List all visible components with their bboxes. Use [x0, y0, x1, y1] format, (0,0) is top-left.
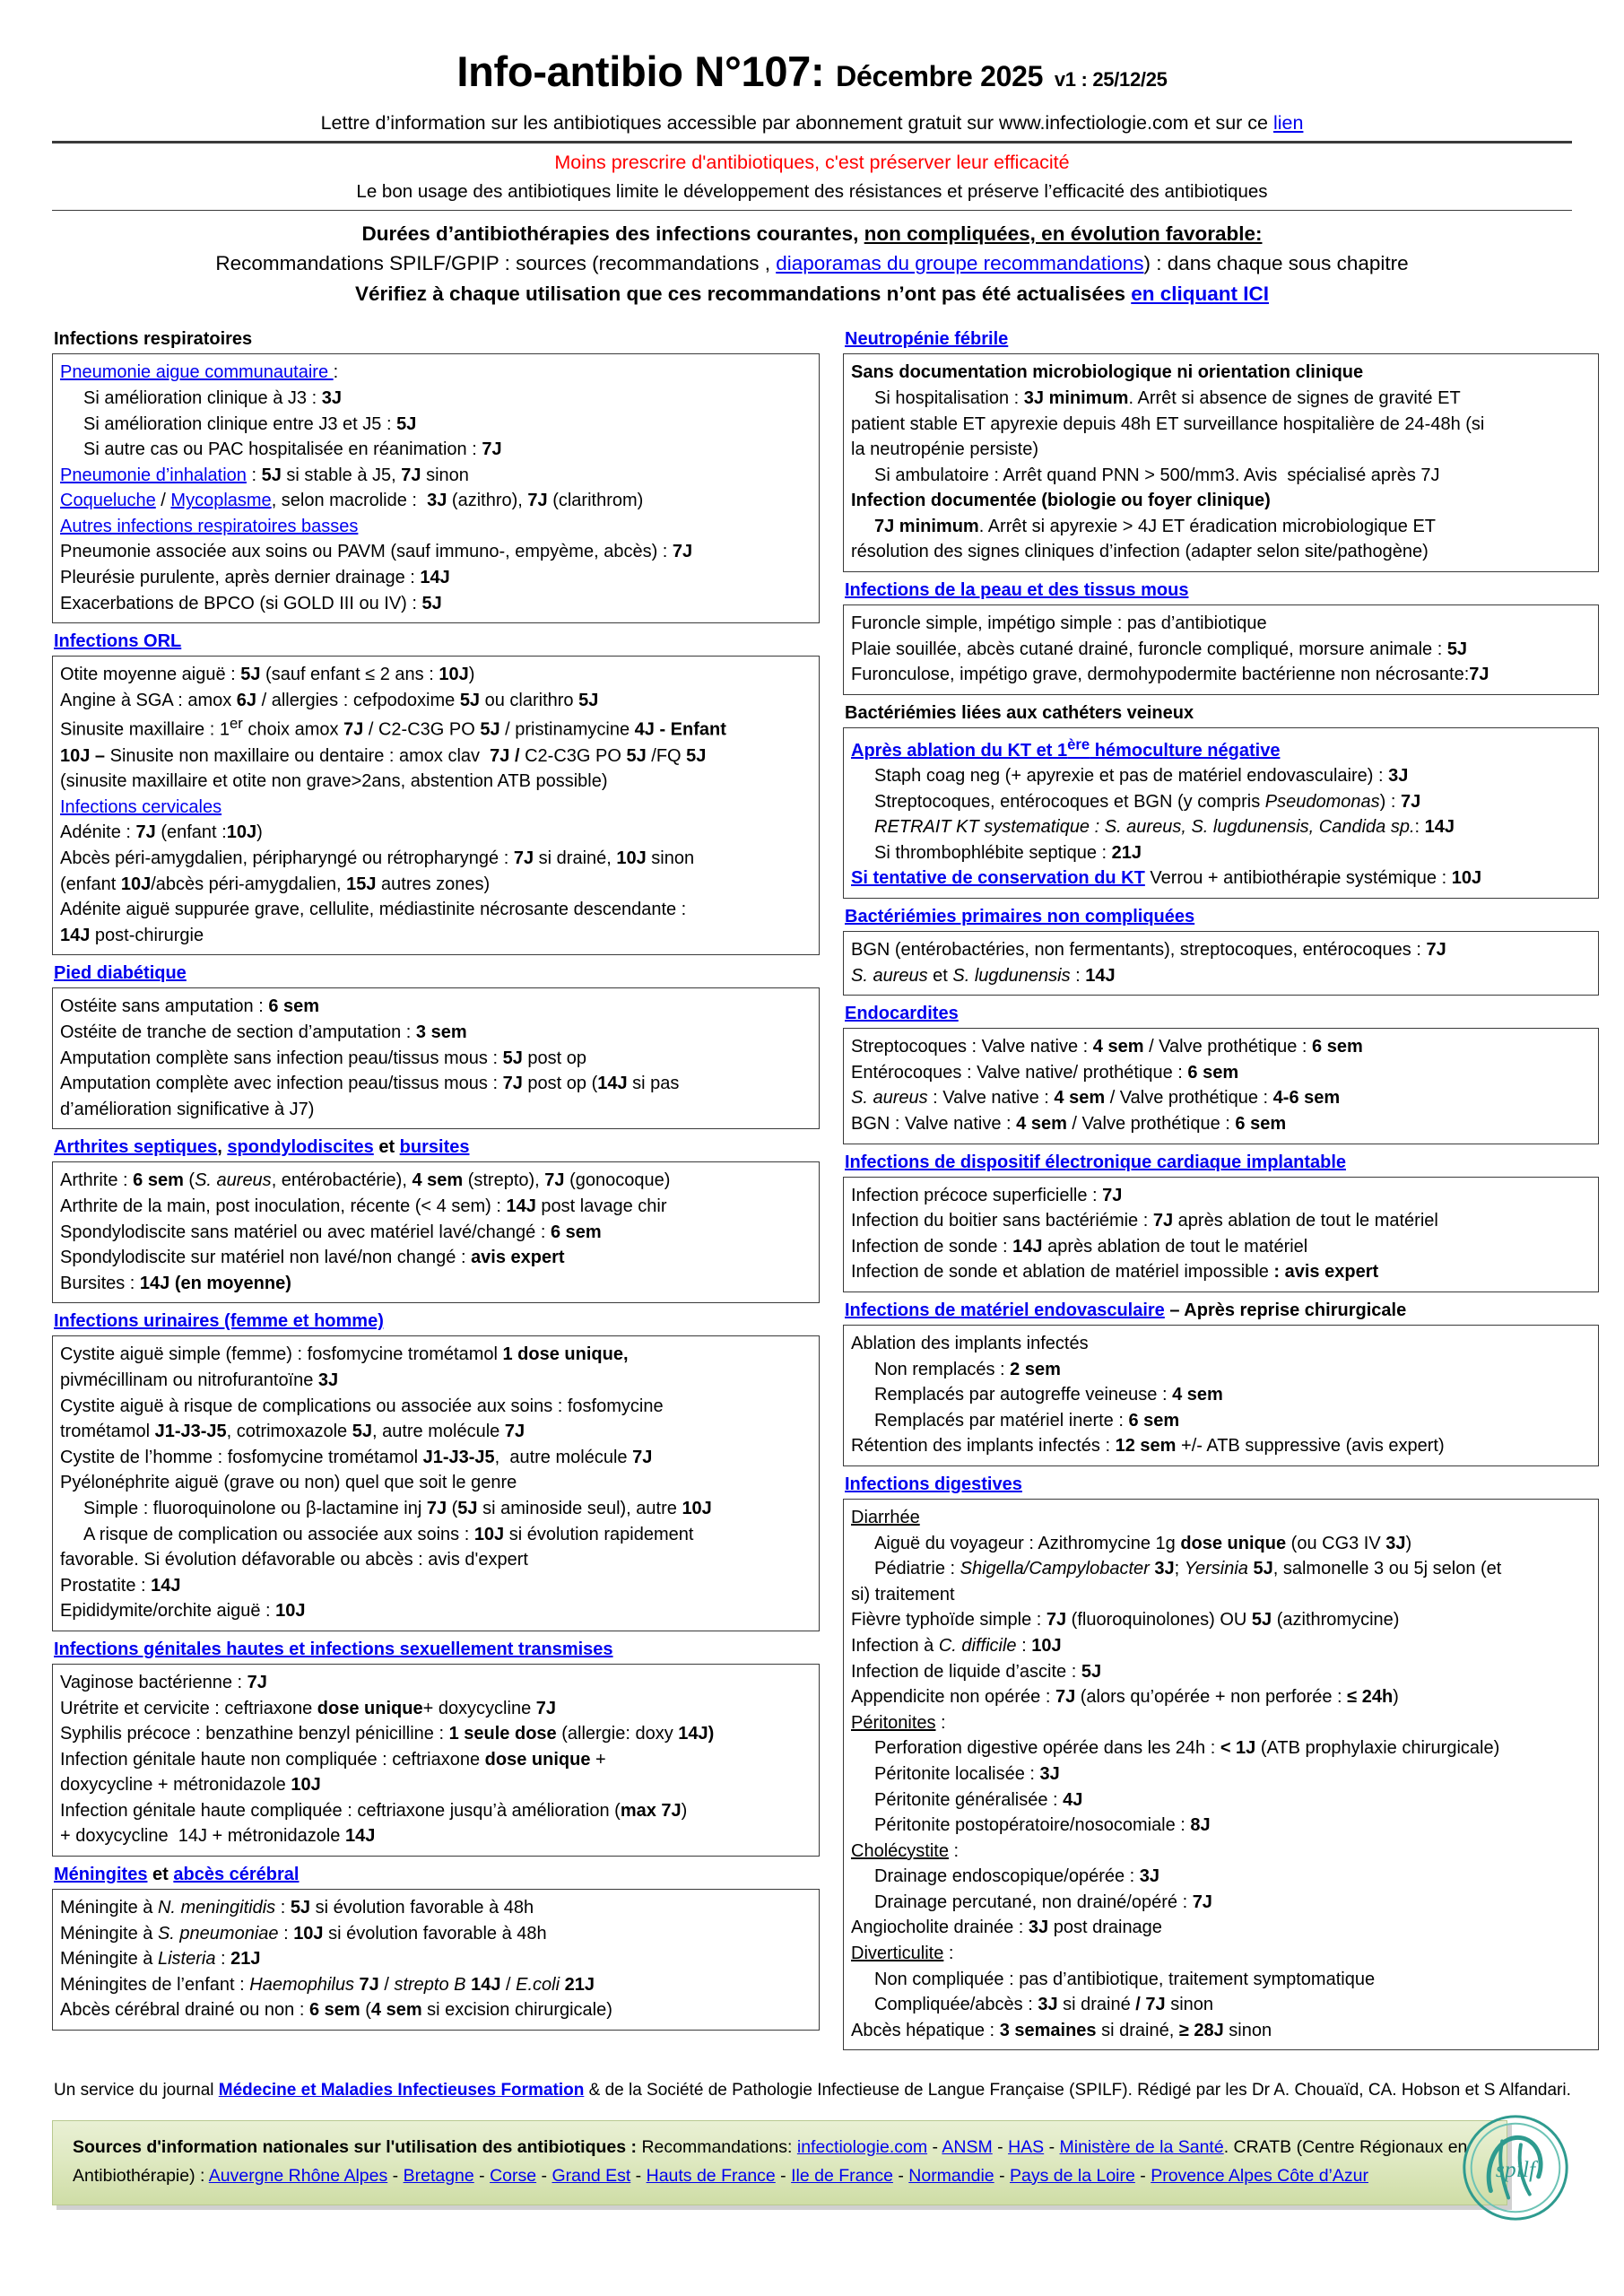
footer-link-normandie[interactable]: Normandie — [908, 2165, 994, 2186]
sources-links-regional — [209, 2166, 1368, 2186]
footer-link-separator: - — [1134, 2165, 1151, 2186]
intro-line-1a: Durées d’antibiothérapies des infections courantes, — [361, 222, 864, 246]
section-heading-bacteriemies-primaires-non-compliquees[interactable]: Bactériémies primaires non compliquées — [845, 907, 1195, 927]
section-line: Diarrhée — [851, 1507, 920, 1527]
section-line: Diverticulite : — [851, 1944, 954, 1964]
section-line: Non remplacés : 2 sem — [874, 1359, 1061, 1379]
section-box-meningites-et-abces-cerebral — [52, 1889, 820, 2031]
section-box-infections-genitales-hautes-et-infections-sexuel — [52, 1664, 820, 1857]
page-title — [52, 48, 1572, 95]
section-line: Drainage endoscopique/opérée : 3J — [874, 1866, 1160, 1887]
section-line: Pédiatrie : Shigella/Campylobacter 3J; Yersinia 5J, salmonelle 3 ou 5j selon (et — [874, 1559, 1502, 1579]
section-line: Arthrite : 6 sem (S. aureus, entérobactérie), 4 sem (strepto), 7J (gonocoque) — [60, 1170, 671, 1191]
section-line: Otite moyenne aiguë : 5J (sauf enfant ≤ 2 ans : 10J) — [60, 665, 475, 685]
section-line: Furonculose, impétigo grave, dermohypodermite bactérienne non nécrosante:7J — [851, 665, 1489, 685]
section-box-infections-de-dispositif-electronique-cardiaque- — [843, 1177, 1599, 1292]
section-line: patient stable ET apyrexie depuis 48h ET surveillance hospitalière de 24-48h (si — [851, 413, 1485, 434]
journal-link[interactable]: Médecine et Maladies Infectieuses Formation — [218, 2081, 585, 2100]
sources-panel — [52, 2120, 1507, 2205]
section-box-infections-de-materiel-endovasculaire-apres-repr — [843, 1325, 1599, 1466]
section-heading-infections-orl[interactable]: Infections ORL — [54, 631, 182, 652]
section-line: Si amélioration clinique à J3 : 3J — [83, 387, 342, 408]
section-line: BGN : Valve native : 4 sem / Valve prothétique : 6 sem — [851, 1114, 1287, 1135]
sources-panel-wrap — [52, 2120, 1572, 2205]
section-line: Si autre cas ou PAC hospitalisée en réanimation : 7J — [83, 439, 502, 460]
footer-credit — [52, 2078, 1572, 2109]
section-line: Cystite de l’homme : fosfomycine trométamol J1-J3-J5, autre molécule 7J — [60, 1447, 653, 1467]
section-line: Non compliquée : pas d’antibiotique, traitement symptomatique — [874, 1969, 1376, 1989]
footer-link-auvergne-rhone-alpes[interactable]: Auvergne Rhône Alpes — [208, 2165, 388, 2186]
section-line: Cholécystite : — [851, 1840, 960, 1861]
intro-line-2a: Recommandations SPILF/GPIP : sources (recommandations , — [215, 252, 777, 275]
sources-links-national — [797, 2137, 1224, 2157]
section-line: Autres infections respiratoires basses — [60, 516, 359, 536]
section-line: Spondylodiscite sur matériel non lavé/non changé : avis expert — [60, 1248, 565, 1268]
section-line: Syphilis précoce : benzathine benzyl pénicilline : 1 seule dose (allergie: doxy 14J) — [60, 1724, 715, 1744]
section-line: Ostéite de tranche de section d’amputation : 3 sem — [60, 1022, 467, 1043]
section-line: (enfant 10J/abcès péri-amygdalien, 15J autres zones) — [60, 874, 491, 894]
section-line: la neutropénie persiste) — [851, 439, 1039, 460]
title-main: Info-antibio N°107: — [456, 48, 825, 95]
section-line: Infections cervicales — [60, 796, 222, 817]
section-box-pied-diabetique — [52, 987, 820, 1129]
section-line: Pneumonie associée aux soins ou PAVM (sauf immuno-, empyème, abcès) : 7J — [60, 542, 693, 562]
cratb-label: . CRATB (Centre Régionaux en Antibiothérapie) : — [73, 2136, 1468, 2186]
section-line: Furoncle simple, impétigo simple : pas d’antibiotique — [851, 613, 1267, 634]
footer-link-separator: - — [927, 2136, 942, 2157]
section-line: résolution des signes cliniques d’infection (adapter selon site/pathogène) — [851, 542, 1429, 562]
section-line: Si tentative de conservation du KT Verrou + antibiothérapie systémique : 10J — [851, 868, 1482, 889]
section-line: Angiocholite drainée : 3J post drainage — [851, 1918, 1162, 1938]
section-line: Ostéite sans amputation : 6 sem — [60, 996, 320, 1017]
section-line: doxycycline + métronidazole 10J — [60, 1775, 321, 1796]
section-line: Abcès péri-amygdalien, péripharyngé ou rétropharyngé : 7J si drainé, 10J sinon — [60, 848, 695, 869]
section-line: Infection documentée (biologie ou foyer clinique) — [851, 491, 1271, 511]
section-line: Aiguë du voyageur : Azithromycine 1g dose unique (ou CG3 IV 3J) — [874, 1533, 1412, 1553]
section-line: Angine à SGA : amox 6J / allergies : cefpodoxime 5J ou clarithro 5J — [60, 690, 599, 710]
section-line: Simple : fluoroquinolone ou β-lactamine inj 7J (5J si aminoside seul), autre 10J — [83, 1498, 712, 1518]
intro-line-2 — [52, 248, 1572, 279]
section-heading-bacteriemies-liees-aux-catheters-veineux: Bactériémies liées aux cathéters veineux — [845, 702, 1194, 723]
section-line: favorable. Si évolution défavorable ou abcès : avis d'expert — [60, 1550, 528, 1570]
section-line: Arthrite de la main, post inoculation, récente (< 4 sem) : 14J post lavage chir — [60, 1196, 667, 1217]
section-box-infections-respiratoires — [52, 353, 820, 623]
section-heading-infections-digestives[interactable]: Infections digestives — [845, 1474, 1022, 1494]
footer-link-pays-de-la-loire[interactable]: Pays de la Loire — [1010, 2165, 1135, 2186]
section-line: Adénite : 7J (enfant :10J) — [60, 822, 263, 843]
section-line: 10J – Sinusite non maxillaire ou dentaire : amox clav 7J / C2-C3G PO 5J /FQ 5J — [60, 745, 707, 766]
section-heading-infections-de-dispositif-electronique-cardiaque-[interactable]: Infections de dispositif électronique cardiaque implantable — [845, 1152, 1346, 1172]
section-line: Streptocoques, entérocoques et BGN (y compris Pseudomonas) : 7J — [874, 791, 1421, 812]
section-heading-meningites-et-abces-cerebral[interactable]: Méningites et abcès cérébral — [54, 1865, 300, 1885]
section-line: Vaginose bactérienne : 7J — [60, 1672, 267, 1692]
section-line: Ablation des implants infectés — [851, 1334, 1089, 1354]
footer-link-grand-est[interactable]: Grand Est — [551, 2165, 631, 2186]
section-line: Abcès hépatique : 3 semaines si drainé, ≥ 28J sinon — [851, 2020, 1272, 2040]
content-columns — [52, 326, 1572, 2055]
footer — [52, 2078, 1572, 2205]
footer-link-provence-alpes-cote-d-azur[interactable]: Provence Alpes Côte d’Azur — [1151, 2165, 1368, 2186]
section-line: d’amélioration significative à J7) — [60, 1099, 315, 1119]
section-box-infections-de-la-peau-et-des-tissus-mous — [843, 604, 1599, 695]
section-line: Bursites : 14J (en moyenne) — [60, 1273, 291, 1293]
section-line: (sinusite maxillaire et otite non grave>2ans, abstention ATB possible) — [60, 771, 608, 792]
section-line: Si ambulatoire : Arrêt quand PNN > 500/mm3. Avis spécialisé après 7J — [874, 465, 1440, 485]
left-column — [52, 326, 820, 2035]
section-line: Infection génitale haute non compliquée : ceftriaxone dose unique + — [60, 1749, 606, 1770]
section-line: RETRAIT KT systematique : S. aureus, S. lugdunensis, Candida sp.: 14J — [874, 817, 1455, 838]
section-line: S. aureus : Valve native : 4 sem / Valve prothétique : 4-6 sem — [851, 1088, 1341, 1109]
intro-line-1 — [52, 220, 1572, 248]
section-line: Après ablation du KT et 1ère hémoculture négative — [851, 735, 1281, 761]
section-line: Appendicite non opérée : 7J (alors qu’opérée + non perforée : ≤ 24h) — [851, 1687, 1399, 1708]
section-line: Péritonite localisée : 3J — [874, 1763, 1060, 1784]
section-box-bacteriemies-primaires-non-compliquees — [843, 931, 1599, 996]
sources-title: Sources d'information nationales sur l'utilisation des antibiotiques : — [73, 2136, 642, 2157]
section-line: Si amélioration clinique entre J3 et J5 : 5J — [83, 413, 417, 434]
section-box-infections-digestives — [843, 1499, 1599, 2050]
section-line: Méningite à Listeria : 21J — [60, 1949, 261, 1970]
masthead — [52, 48, 1572, 139]
section-line: Pleurésie purulente, après dernier drainage : 14J — [60, 568, 450, 588]
footer-link-separator: - — [992, 2136, 1009, 2157]
subscription-text: Lettre d’information sur les antibiotiques accessible par abonnement gratuit sur www.infectiologie.com et sur ce — [320, 111, 1273, 134]
sources-reco-label: Recommandations: — [641, 2136, 797, 2157]
footer-link-ile-de-france[interactable]: Ile de France — [791, 2165, 893, 2186]
section-line: Si thrombophlébite septique : 21J — [874, 842, 1142, 863]
section-line: Infection de sonde : 14J après ablation de tout le matériel — [851, 1236, 1308, 1257]
footer-link-separator: - — [775, 2165, 792, 2186]
footer-credit-a: Un service du journal — [54, 2081, 219, 2100]
section-line: Prostatite : 14J — [60, 1575, 181, 1596]
section-line: Méningites de l’enfant : Haemophilus 7J / strepto B 14J / E.coli 21J — [60, 1974, 595, 1995]
footer-link-separator: - — [536, 2165, 552, 2186]
footer-link-infectiologie-com[interactable]: infectiologie.com — [796, 2136, 928, 2157]
footer-link-separator: - — [387, 2165, 404, 2186]
section-line: Péritonites : — [851, 1712, 946, 1733]
section-line: Urétrite et cervicite : ceftriaxone dose unique+ doxycycline 7J — [60, 1698, 556, 1718]
section-line: Abcès cérébral drainé ou non : 6 sem (4 sem si excision chirurgicale) — [60, 2000, 612, 2021]
diaporamas-link[interactable]: diaporamas du groupe recommandations — [776, 252, 1144, 275]
spilf-logo-text: spilf — [1495, 2155, 1536, 2182]
footer-link-ansm[interactable]: ANSM — [942, 2136, 993, 2157]
section-line: BGN (entérobactéries, non fermentants), streptocoques, entérocoques : 7J — [851, 940, 1446, 961]
section-line: S. aureus et S. lugdunensis : 14J — [851, 965, 1116, 986]
section-line: Infection précoce superficielle : 7J — [851, 1185, 1123, 1205]
footer-link-ministere-de-la-sante[interactable]: Ministère de la Santé — [1059, 2136, 1224, 2157]
section-line: Entérocoques : Valve native/ prothétique : 6 sem — [851, 1062, 1239, 1083]
section-box-endocardites — [843, 1028, 1599, 1144]
section-line: Plaie souillée, abcès cutané drainé, furoncle compliqué, morsure animale : 5J — [851, 639, 1468, 659]
section-heading-infections-genitales-hautes-et-infections-sexuel[interactable]: Infections génitales hautes et infections sexuellement transmises — [54, 1639, 613, 1659]
section-box-infections-urinaires-femme-et-homme — [52, 1335, 820, 1631]
title-date: Décembre 2025 — [836, 60, 1044, 92]
section-line: Rétention des implants infectés : 12 sem +/- ATB suppressive (avis expert) — [851, 1436, 1445, 1457]
section-line: Streptocoques : Valve native : 4 sem / Valve prothétique : 6 sem — [851, 1037, 1363, 1057]
section-line: Méningite à N. meningitidis : 5J si évolution favorable à 48h — [60, 1898, 534, 1918]
section-line: Péritonite postopératoire/nosocomiale : 8J — [874, 1815, 1211, 1836]
section-line: Drainage percutané, non drainé/opéré : 7J — [874, 1892, 1212, 1912]
title-version: v1 : 25/12/25 — [1054, 68, 1168, 91]
section-line: Remplacés par autogreffe veineuse : 4 sem — [874, 1385, 1223, 1405]
cliquant-ici-link[interactable]: en cliquant ICI — [1131, 283, 1270, 306]
section-line: Infection de liquide d’ascite : 5J — [851, 1661, 1102, 1682]
intro-line-3 — [52, 279, 1572, 306]
slogan-red: Moins prescrire d'antibiotiques, c'est préserver leur efficacité — [554, 152, 1070, 174]
section-heading-pied-diabetique[interactable]: Pied diabétique — [54, 963, 187, 984]
footer-link-hauts-de-france[interactable]: Hauts de France — [646, 2165, 776, 2186]
section-heading-infections-de-la-peau-et-des-tissus-mous[interactable]: Infections de la peau et des tissus mous — [845, 580, 1189, 601]
section-line: trométamol J1-J3-J5, cotrimoxazole 5J, autre molécule 7J — [60, 1422, 525, 1442]
footer-link-separator: - — [1044, 2136, 1060, 2157]
section-heading-infections-de-materiel-endovasculaire-apres-repr[interactable]: Infections de matériel endovasculaire – Après reprise chirurgicale — [845, 1300, 1407, 1321]
section-line: Si hospitalisation : 3J minimum. Arrêt si absence de signes de gravité ET — [874, 387, 1461, 408]
section-line: Epididymite/orchite aiguë : 10J — [60, 1601, 306, 1622]
section-line: Pyélonéphrite aiguë (grave ou non) quel que soit le genre — [60, 1473, 517, 1493]
section-line: Infection du boitier sans bactériémie : 7J après ablation de tout le matériel — [851, 1211, 1438, 1231]
intro-block — [52, 211, 1572, 306]
section-line: Infection à C. difficile : 10J — [851, 1635, 1062, 1656]
footer-link-corse[interactable]: Corse — [490, 2165, 537, 2186]
section-line: Infection génitale haute compliquée : ceftriaxone jusqu’à amélioration (max 7J) — [60, 1800, 688, 1821]
footer-link-separator: - — [892, 2165, 909, 2186]
section-line: Cystite aiguë simple (femme) : fosfomycine trométamol 1 dose unique, — [60, 1344, 629, 1365]
section-line: + doxycycline 14J + métronidazole 14J — [60, 1826, 376, 1847]
section-line: Staph coag neg (+ apyrexie et pas de matériel endovasculaire) : 3J — [874, 766, 1409, 787]
section-line: Cystite aiguë à risque de complications ou associée aux soins : fosfomycine — [60, 1396, 664, 1416]
spilf-logo-icon — [1454, 2106, 1577, 2230]
section-box-arthrites-septiques-spondylodiscites-et-bursites — [52, 1161, 820, 1303]
section-box-infections-orl — [52, 656, 820, 955]
footer-link-separator: - — [630, 2165, 647, 2186]
section-line: Amputation complète sans infection peau/tissus mous : 5J post op — [60, 1048, 587, 1068]
intro-line-2b: ) : dans chaque sous chapitre — [1143, 252, 1409, 275]
section-heading-neutropenie-febrile[interactable]: Neutropénie fébrile — [845, 329, 1009, 350]
section-heading-infections-urinaires-femme-et-homme[interactable]: Infections urinaires (femme et homme) — [54, 1311, 384, 1332]
footer-link-separator: - — [473, 2165, 491, 2186]
section-line: Pneumonie aigue communautaire : — [60, 362, 339, 383]
slogan-sub: Le bon usage des antibiotiques limite le développement des résistances et préserve l’efficacité des antibiotiques — [356, 181, 1268, 203]
section-line: Méningite à S. pneumoniae : 10J si évolution favorable à 48h — [60, 1923, 547, 1944]
section-line: Fièvre typhoïde simple : 7J (fluoroquinolones) OU 5J (azithromycine) — [851, 1610, 1400, 1631]
section-line: Remplacés par matériel inerte : 6 sem — [874, 1410, 1180, 1431]
section-line: A risque de complication ou associée aux soins : 10J si évolution rapidement — [83, 1524, 694, 1544]
section-line: Sinusite maxillaire : 1er choix amox 7J / C2-C3G PO 5J / pristinamycine 4J - Enfant — [60, 715, 726, 741]
section-line: Pneumonie d’inhalation : 5J si stable à J5, 7J sinon — [60, 465, 469, 485]
section-line: 14J post-chirurgie — [60, 925, 204, 945]
section-heading-endocardites[interactable]: Endocardites — [845, 1004, 959, 1024]
section-line: pivmécillinam ou nitrofurantoïne 3J — [60, 1370, 339, 1390]
lien-link[interactable]: lien — [1272, 111, 1304, 134]
section-line: Coqueluche / Mycoplasme, selon macrolide : 3J (azithro), 7J (clarithrom) — [60, 491, 644, 511]
section-line: Amputation complète avec infection peau/tissus mous : 7J post op (14J si pas — [60, 1074, 680, 1094]
section-line: Péritonite généralisée : 4J — [874, 1789, 1083, 1810]
section-line: Compliquée/abcès : 3J si drainé / 7J sinon — [874, 1995, 1214, 2015]
footer-link-bretagne[interactable]: Bretagne — [403, 2165, 474, 2186]
section-line: Perforation digestive opérée dans les 24h : < 1J (ATB prophylaxie chirurgicale) — [874, 1738, 1500, 1759]
section-heading-arthrites-septiques-spondylodiscites-et-bursites[interactable]: Arthrites septiques, spondylodiscites et bursites — [54, 1137, 470, 1158]
section-heading-infections-respiratoires: Infections respiratoires — [54, 329, 253, 350]
subscription-line — [52, 113, 1572, 140]
footer-link-has[interactable]: HAS — [1008, 2136, 1045, 2157]
section-box-bacteriemies-liees-aux-catheters-veineux — [843, 727, 1599, 899]
section-line: Adénite aiguë suppurée grave, cellulite, médiastinite nécrosante descendante : — [60, 900, 687, 920]
intro-line-3a: Vérifiez à chaque utilisation que ces recommandations n’ont pas été actualisées — [354, 283, 1132, 306]
section-box-neutropenie-febrile — [843, 353, 1599, 572]
section-line: Spondylodiscite sans matériel ou avec matériel lavé/changé : 6 sem — [60, 1222, 602, 1242]
right-column — [843, 326, 1599, 2055]
footer-link-separator: - — [994, 2165, 1010, 2186]
section-line: Exacerbations de BPCO (si GOLD III ou IV) : 5J — [60, 593, 442, 613]
section-line: si) traitement — [851, 1584, 955, 1605]
section-line: 7J minimum. Arrêt si apyrexie > 4J ET éradication microbiologique ET — [874, 516, 1437, 536]
section-line: Infection de sonde et ablation de matériel impossible : avis expert — [851, 1262, 1379, 1283]
intro-line-1b: non compliquées, en évolution favorable: — [864, 222, 1263, 246]
section-line: Sans documentation microbiologique ni orientation clinique — [851, 362, 1364, 383]
footer-credit-b: & de la Société de Pathologie Infectieuse de Langue Française (SPILF). Rédigé par les Dr A. Chouaïd, CA. Hobson et S Alfandari. — [584, 2081, 1571, 2100]
